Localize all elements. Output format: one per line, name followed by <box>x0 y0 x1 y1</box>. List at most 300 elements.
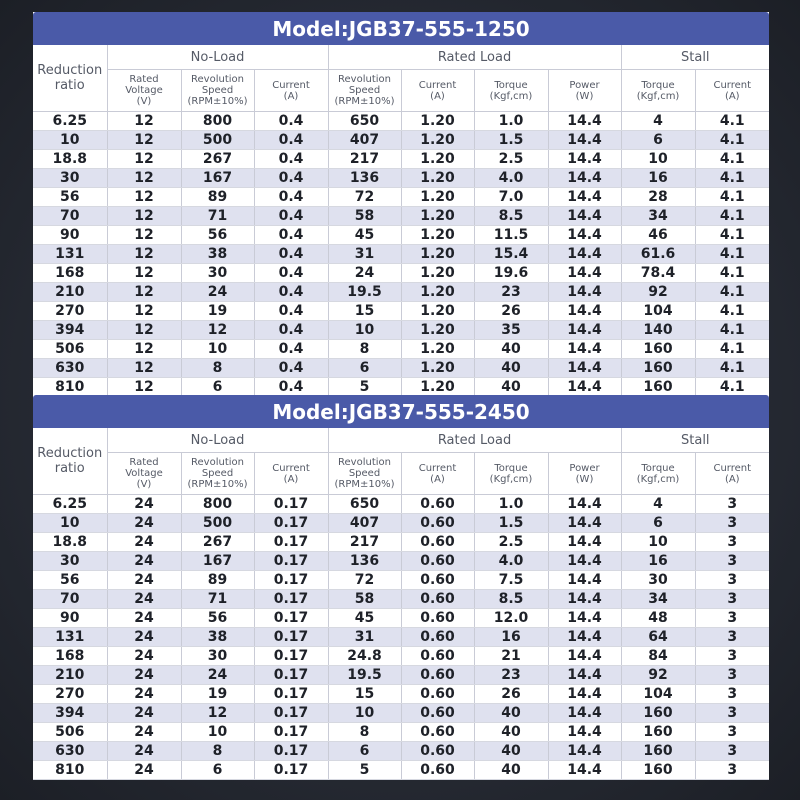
power-header: Power (W) <box>548 453 621 495</box>
table-cell: 500 <box>181 131 254 150</box>
table-cell: 267 <box>181 150 254 169</box>
table-cell: 3 <box>695 590 769 609</box>
table-cell: 72 <box>328 188 401 207</box>
table-row <box>33 647 769 666</box>
table-cell: 28 <box>621 188 695 207</box>
table-cell: 61.6 <box>621 245 695 264</box>
table-cell: 6 <box>181 378 254 397</box>
revolution-speed-header: Revolution Speed (RPM±10%) <box>181 70 254 112</box>
table-cell: 46 <box>621 226 695 245</box>
table-cell: 0.17 <box>254 761 328 780</box>
spec-panel-1250 <box>33 12 769 395</box>
table-cell: 12 <box>107 150 181 169</box>
table-cell: 217 <box>328 533 401 552</box>
table-cell: 1.0 <box>474 495 548 514</box>
table-cell: 5 <box>328 761 401 780</box>
table-cell: 12 <box>107 340 181 359</box>
table-cell: 270 <box>33 685 107 704</box>
table-cell: 394 <box>33 704 107 723</box>
table-row <box>33 609 769 628</box>
table-cell: 3 <box>695 571 769 590</box>
table-cell: 104 <box>621 302 695 321</box>
table-cell: 14.4 <box>548 112 621 131</box>
table-cell: 131 <box>33 245 107 264</box>
table-cell: 24 <box>107 495 181 514</box>
table-cell: 15 <box>328 685 401 704</box>
table-cell: 4.1 <box>695 283 769 302</box>
table-cell: 8 <box>328 723 401 742</box>
table-cell: 4.1 <box>695 359 769 378</box>
table-cell: 12 <box>107 207 181 226</box>
table-cell: 0.60 <box>401 723 474 742</box>
table-cell: 0.4 <box>254 340 328 359</box>
table-cell: 167 <box>181 169 254 188</box>
table-cell: 6.25 <box>33 112 107 131</box>
table-cell: 0.17 <box>254 742 328 761</box>
table-cell: 14.4 <box>548 150 621 169</box>
table-cell: 90 <box>33 609 107 628</box>
table-cell: 38 <box>181 245 254 264</box>
table-cell: 92 <box>621 666 695 685</box>
table-row <box>33 302 769 321</box>
table-cell: 10 <box>33 514 107 533</box>
table-cell: 10 <box>181 723 254 742</box>
table-cell: 4.0 <box>474 552 548 571</box>
spec-table <box>33 45 769 397</box>
current-header: Current (A) <box>695 70 769 112</box>
table-cell: 0.60 <box>401 761 474 780</box>
table-cell: 168 <box>33 264 107 283</box>
table-cell: 1.20 <box>401 207 474 226</box>
table-cell: 10 <box>328 704 401 723</box>
table-cell: 506 <box>33 723 107 742</box>
table-cell: 84 <box>621 647 695 666</box>
table-cell: 0.4 <box>254 150 328 169</box>
model-title: Model:JGB37-555-1250 <box>33 12 769 45</box>
table-cell: 14.4 <box>548 533 621 552</box>
table-cell: 1.20 <box>401 378 474 397</box>
table-cell: 136 <box>328 552 401 571</box>
table-row <box>33 264 769 283</box>
table-cell: 24 <box>107 571 181 590</box>
table-cell: 14.4 <box>548 514 621 533</box>
table-cell: 30 <box>621 571 695 590</box>
table-cell: 4.1 <box>695 226 769 245</box>
table-cell: 0.4 <box>254 226 328 245</box>
table-cell: 30 <box>33 169 107 188</box>
model-title: Model:JGB37-555-2450 <box>33 395 769 428</box>
table-cell: 1.20 <box>401 150 474 169</box>
table-cell: 800 <box>181 495 254 514</box>
table-cell: 1.20 <box>401 188 474 207</box>
table-cell: 6 <box>328 742 401 761</box>
table-cell: 72 <box>328 571 401 590</box>
table-cell: 16 <box>474 628 548 647</box>
table-cell: 24 <box>107 723 181 742</box>
table-cell: 1.20 <box>401 245 474 264</box>
table-cell: 104 <box>621 685 695 704</box>
table-cell: 630 <box>33 742 107 761</box>
table-cell: 3 <box>695 647 769 666</box>
table-cell: 407 <box>328 514 401 533</box>
table-cell: 70 <box>33 590 107 609</box>
table-cell: 160 <box>621 742 695 761</box>
table-row <box>33 359 769 378</box>
table-cell: 0.17 <box>254 628 328 647</box>
table-cell: 3 <box>695 552 769 571</box>
table-cell: 14.4 <box>548 666 621 685</box>
table-cell: 394 <box>33 321 107 340</box>
table-row <box>33 378 769 397</box>
table-cell: 650 <box>328 112 401 131</box>
table-cell: 12 <box>107 188 181 207</box>
table-cell: 90 <box>33 226 107 245</box>
table-cell: 6 <box>621 131 695 150</box>
table-cell: 0.17 <box>254 609 328 628</box>
table-cell: 24 <box>107 647 181 666</box>
table-cell: 0.4 <box>254 188 328 207</box>
table-cell: 24 <box>107 761 181 780</box>
torque-header: Torque (Kgf,cm) <box>474 70 548 112</box>
table-body <box>33 495 769 780</box>
table-cell: 10 <box>181 340 254 359</box>
table-cell: 24 <box>107 628 181 647</box>
revolution-speed-header: Revolution Speed (RPM±10%) <box>181 453 254 495</box>
table-row <box>33 590 769 609</box>
table-cell: 15 <box>328 302 401 321</box>
stall-header: Stall <box>621 45 769 70</box>
table-cell: 0.17 <box>254 533 328 552</box>
table-cell: 56 <box>181 226 254 245</box>
table-cell: 0.4 <box>254 264 328 283</box>
table-cell: 217 <box>328 150 401 169</box>
table-cell: 160 <box>621 723 695 742</box>
table-row <box>33 628 769 647</box>
table-cell: 45 <box>328 609 401 628</box>
table-cell: 4.1 <box>695 340 769 359</box>
table-cell: 12 <box>107 169 181 188</box>
table-cell: 1.20 <box>401 283 474 302</box>
table-cell: 71 <box>181 590 254 609</box>
rated-voltage-header: Rated Voltage (V) <box>107 70 181 112</box>
table-cell: 8 <box>328 340 401 359</box>
table-cell: 40 <box>474 704 548 723</box>
torque-header: Torque (Kgf,cm) <box>621 70 695 112</box>
table-cell: 19 <box>181 302 254 321</box>
stall-header: Stall <box>621 428 769 453</box>
table-row <box>33 761 769 780</box>
table-row <box>33 666 769 685</box>
table-cell: 0.17 <box>254 685 328 704</box>
table-cell: 26 <box>474 685 548 704</box>
table-cell: 0.60 <box>401 628 474 647</box>
table-cell: 3 <box>695 742 769 761</box>
table-cell: 136 <box>328 169 401 188</box>
table-cell: 3 <box>695 666 769 685</box>
current-header: Current (A) <box>254 70 328 112</box>
table-cell: 4.1 <box>695 321 769 340</box>
table-cell: 71 <box>181 207 254 226</box>
table-cell: 140 <box>621 321 695 340</box>
table-cell: 24 <box>181 283 254 302</box>
table-cell: 45 <box>328 226 401 245</box>
table-cell: 0.60 <box>401 666 474 685</box>
table-cell: 16 <box>621 169 695 188</box>
table-cell: 12 <box>107 302 181 321</box>
table-cell: 40 <box>474 761 548 780</box>
table-cell: 1.20 <box>401 264 474 283</box>
table-cell: 40 <box>474 742 548 761</box>
table-cell: 14.4 <box>548 495 621 514</box>
table-cell: 0.4 <box>254 169 328 188</box>
table-cell: 30 <box>181 264 254 283</box>
table-cell: 3 <box>695 723 769 742</box>
table-cell: 89 <box>181 571 254 590</box>
table-cell: 24 <box>107 742 181 761</box>
table-cell: 14.4 <box>548 628 621 647</box>
table-cell: 35 <box>474 321 548 340</box>
table-cell: 19.5 <box>328 666 401 685</box>
current-header: Current (A) <box>401 70 474 112</box>
table-cell: 14.4 <box>548 761 621 780</box>
table-cell: 70 <box>33 207 107 226</box>
table-cell: 0.4 <box>254 283 328 302</box>
table-cell: 12 <box>107 378 181 397</box>
table-cell: 160 <box>621 340 695 359</box>
table-cell: 1.5 <box>474 131 548 150</box>
table-cell: 8.5 <box>474 207 548 226</box>
table-cell: 4.1 <box>695 378 769 397</box>
table-cell: 56 <box>33 188 107 207</box>
table-cell: 407 <box>328 131 401 150</box>
table-cell: 168 <box>33 647 107 666</box>
table-cell: 24 <box>107 533 181 552</box>
table-cell: 7.0 <box>474 188 548 207</box>
table-cell: 0.17 <box>254 723 328 742</box>
current-header: Current (A) <box>695 453 769 495</box>
table-cell: 14.4 <box>548 131 621 150</box>
revolution-speed-header: Revolution Speed (RPM±10%) <box>328 453 401 495</box>
table-cell: 0.60 <box>401 571 474 590</box>
table-row <box>33 226 769 245</box>
table-cell: 24 <box>107 685 181 704</box>
reduction-ratio-header: Reduction ratio <box>33 428 107 495</box>
table-cell: 14.4 <box>548 647 621 666</box>
table-cell: 58 <box>328 590 401 609</box>
table-cell: 40 <box>474 340 548 359</box>
table-cell: 34 <box>621 207 695 226</box>
table-cell: 0.60 <box>401 685 474 704</box>
table-row <box>33 340 769 359</box>
table-cell: 34 <box>621 590 695 609</box>
torque-header: Torque (Kgf,cm) <box>474 453 548 495</box>
table-cell: 89 <box>181 188 254 207</box>
table-cell: 12 <box>107 131 181 150</box>
table-cell: 14.4 <box>548 188 621 207</box>
table-cell: 0.60 <box>401 647 474 666</box>
torque-header: Torque (Kgf,cm) <box>621 453 695 495</box>
table-cell: 21 <box>474 647 548 666</box>
table-cell: 1.20 <box>401 359 474 378</box>
table-cell: 12 <box>107 112 181 131</box>
power-header: Power (W) <box>548 70 621 112</box>
revolution-speed-header: Revolution Speed (RPM±10%) <box>328 70 401 112</box>
table-cell: 11.5 <box>474 226 548 245</box>
table-cell: 56 <box>33 571 107 590</box>
table-cell: 6 <box>328 359 401 378</box>
table-cell: 24 <box>107 609 181 628</box>
table-cell: 6 <box>181 761 254 780</box>
table-cell: 14.4 <box>548 321 621 340</box>
table-cell: 12 <box>181 704 254 723</box>
table-cell: 650 <box>328 495 401 514</box>
table-cell: 12 <box>107 283 181 302</box>
table-cell: 23 <box>474 666 548 685</box>
table-cell: 14.4 <box>548 704 621 723</box>
table-cell: 12 <box>107 321 181 340</box>
table-cell: 24 <box>107 552 181 571</box>
rated-load-header: Rated Load <box>328 45 621 70</box>
table-cell: 1.20 <box>401 169 474 188</box>
table-row <box>33 112 769 131</box>
table-cell: 0.17 <box>254 495 328 514</box>
table-cell: 10 <box>621 533 695 552</box>
table-cell: 0.60 <box>401 609 474 628</box>
table-cell: 4.0 <box>474 169 548 188</box>
table-cell: 4.1 <box>695 302 769 321</box>
table-row <box>33 571 769 590</box>
table-cell: 267 <box>181 533 254 552</box>
table-row <box>33 533 769 552</box>
table-cell: 0.4 <box>254 207 328 226</box>
table-cell: 270 <box>33 302 107 321</box>
table-cell: 0.60 <box>401 533 474 552</box>
table-cell: 14.4 <box>548 685 621 704</box>
table-cell: 12 <box>107 245 181 264</box>
table-cell: 14.4 <box>548 359 621 378</box>
table-cell: 8.5 <box>474 590 548 609</box>
table-cell: 2.5 <box>474 533 548 552</box>
table-cell: 0.17 <box>254 571 328 590</box>
table-cell: 30 <box>181 647 254 666</box>
table-cell: 64 <box>621 628 695 647</box>
table-cell: 23 <box>474 283 548 302</box>
table-cell: 0.60 <box>401 704 474 723</box>
table-row <box>33 742 769 761</box>
table-cell: 3 <box>695 685 769 704</box>
table-cell: 810 <box>33 761 107 780</box>
table-cell: 12 <box>181 321 254 340</box>
table-cell: 78.4 <box>621 264 695 283</box>
table-cell: 40 <box>474 723 548 742</box>
table-cell: 4.1 <box>695 264 769 283</box>
table-body <box>33 112 769 397</box>
table-cell: 14.4 <box>548 264 621 283</box>
table-row <box>33 685 769 704</box>
table-cell: 160 <box>621 704 695 723</box>
table-cell: 160 <box>621 761 695 780</box>
table-row <box>33 514 769 533</box>
table-cell: 24.8 <box>328 647 401 666</box>
table-cell: 14.4 <box>548 169 621 188</box>
table-cell: 500 <box>181 514 254 533</box>
table-row <box>33 245 769 264</box>
table-cell: 19.6 <box>474 264 548 283</box>
table-cell: 18.8 <box>33 533 107 552</box>
spec-table <box>33 428 769 780</box>
table-row <box>33 131 769 150</box>
table-cell: 3 <box>695 514 769 533</box>
table-cell: 24 <box>107 666 181 685</box>
table-cell: 14.4 <box>548 571 621 590</box>
table-row <box>33 150 769 169</box>
table-cell: 0.4 <box>254 131 328 150</box>
table-cell: 2.5 <box>474 150 548 169</box>
table-cell: 30 <box>33 552 107 571</box>
table-cell: 4.1 <box>695 245 769 264</box>
table-row <box>33 495 769 514</box>
table-cell: 0.17 <box>254 552 328 571</box>
table-cell: 8 <box>181 359 254 378</box>
table-cell: 0.17 <box>254 666 328 685</box>
table-row <box>33 723 769 742</box>
table-cell: 810 <box>33 378 107 397</box>
table-cell: 4.1 <box>695 131 769 150</box>
table-cell: 12 <box>107 264 181 283</box>
table-cell: 12 <box>107 359 181 378</box>
table-cell: 0.4 <box>254 321 328 340</box>
current-header: Current (A) <box>254 453 328 495</box>
table-cell: 16 <box>621 552 695 571</box>
table-cell: 24 <box>107 514 181 533</box>
table-row <box>33 283 769 302</box>
table-cell: 1.5 <box>474 514 548 533</box>
table-cell: 630 <box>33 359 107 378</box>
no-load-header: No-Load <box>107 45 328 70</box>
table-cell: 14.4 <box>548 378 621 397</box>
table-cell: 0.17 <box>254 514 328 533</box>
table-cell: 8 <box>181 742 254 761</box>
table-cell: 1.20 <box>401 131 474 150</box>
table-cell: 10 <box>33 131 107 150</box>
table-cell: 14.4 <box>548 207 621 226</box>
table-cell: 4.1 <box>695 169 769 188</box>
table-cell: 31 <box>328 245 401 264</box>
table-cell: 3 <box>695 761 769 780</box>
table-cell: 56 <box>181 609 254 628</box>
table-cell: 0.4 <box>254 359 328 378</box>
rated-voltage-header: Rated Voltage (V) <box>107 453 181 495</box>
table-cell: 14.4 <box>548 552 621 571</box>
table-cell: 160 <box>621 378 695 397</box>
table-cell: 14.4 <box>548 340 621 359</box>
table-cell: 38 <box>181 628 254 647</box>
table-cell: 1.20 <box>401 340 474 359</box>
table-cell: 210 <box>33 666 107 685</box>
table-cell: 18.8 <box>33 150 107 169</box>
table-cell: 0.17 <box>254 704 328 723</box>
table-cell: 1.20 <box>401 226 474 245</box>
table-cell: 6 <box>621 514 695 533</box>
table-cell: 1.0 <box>474 112 548 131</box>
table-cell: 12 <box>107 226 181 245</box>
table-cell: 0.60 <box>401 590 474 609</box>
table-cell: 1.20 <box>401 321 474 340</box>
table-cell: 3 <box>695 704 769 723</box>
table-cell: 14.4 <box>548 226 621 245</box>
table-cell: 6.25 <box>33 495 107 514</box>
table-cell: 3 <box>695 609 769 628</box>
